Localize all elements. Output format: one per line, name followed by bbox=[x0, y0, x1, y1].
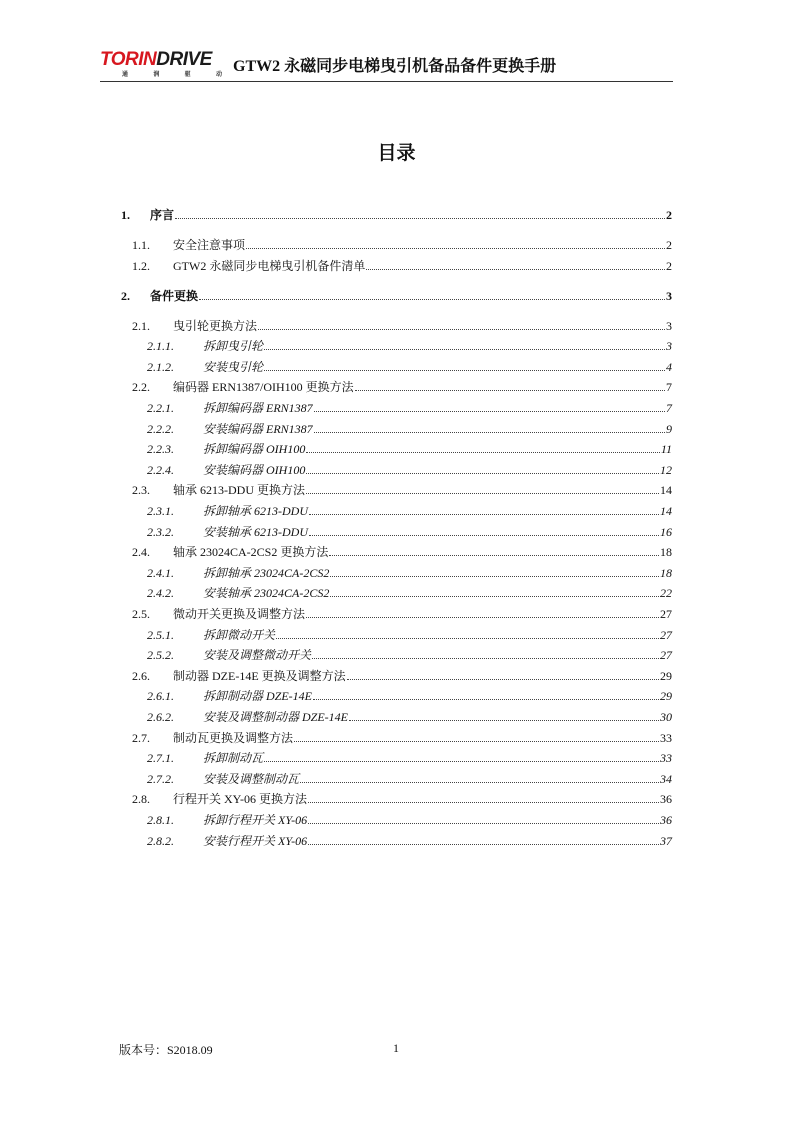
document-title: GTW2 永磁同步电梯曳引机备品备件更换手册 bbox=[233, 58, 557, 75]
toc-entry[interactable] bbox=[119, 627, 672, 643]
toc-entry[interactable] bbox=[119, 359, 672, 375]
toc-entry-number: 2.3. bbox=[132, 483, 150, 498]
logo-wordmark bbox=[100, 50, 212, 70]
toc-entry-label: 序言 bbox=[150, 208, 175, 222]
toc-entry-label: 安全注意事项 bbox=[173, 238, 246, 252]
toc-entry-page: 7 bbox=[666, 380, 672, 395]
toc-leader-dots bbox=[306, 492, 659, 494]
toc-leader-dots bbox=[306, 451, 660, 453]
toc-entry[interactable] bbox=[119, 482, 672, 498]
toc-entry[interactable] bbox=[119, 207, 672, 223]
toc-leader-dots bbox=[300, 781, 659, 783]
toc-entry-page: 33 bbox=[660, 730, 672, 745]
toc-entry-page: 30 bbox=[660, 710, 672, 724]
toc-entry-number: 2.5. bbox=[132, 607, 150, 621]
toc-leader-dots bbox=[309, 534, 659, 536]
header-divider bbox=[100, 81, 673, 82]
toc-entry-number: 1.2. bbox=[132, 258, 150, 273]
toc-entry-page: 18 bbox=[660, 565, 672, 580]
toc-entry-label: 曳引轮更换方法 bbox=[173, 318, 258, 333]
toc-entry-label: 安装轴承 6213-DDU bbox=[203, 524, 308, 539]
toc-leader-dots bbox=[264, 760, 659, 762]
toc-entry-label: 安装编码器 ERN1387 bbox=[203, 421, 313, 436]
toc-entry-label: 安装及调整微动开关 bbox=[203, 648, 312, 663]
toc-entry[interactable] bbox=[119, 647, 672, 663]
toc-entry[interactable] bbox=[119, 338, 672, 354]
toc-leader-dots bbox=[349, 719, 659, 721]
toc-entry-number: 2.6.2. bbox=[147, 710, 174, 724]
toc-leader-dots bbox=[264, 369, 665, 371]
toc-entry-number: 2.7.2. bbox=[147, 771, 174, 786]
toc-entry-page: 2 bbox=[666, 258, 672, 273]
toc-leader-dots bbox=[329, 554, 659, 556]
toc-entry-number: 2.8. bbox=[132, 792, 150, 807]
toc-leader-dots bbox=[294, 740, 659, 742]
toc-entry-number: 2.3.2. bbox=[147, 524, 174, 539]
toc-entry-label: 安装及调整制动瓦 bbox=[203, 771, 300, 786]
toc-leader-dots bbox=[306, 616, 659, 618]
toc-entry-number: 2.1.1. bbox=[147, 339, 174, 354]
page-header bbox=[100, 50, 673, 82]
toc-leader-dots bbox=[330, 595, 659, 597]
toc-entry-label: 安装编码器 OIH100 bbox=[203, 462, 306, 477]
toc-entry-page: 12 bbox=[660, 462, 672, 477]
toc-leader-dots bbox=[308, 822, 659, 824]
toc-entry-label: 制动瓦更换及调整方法 bbox=[173, 730, 294, 745]
toc-entry-number: 2. bbox=[121, 288, 130, 303]
toc-entry-page: 36 bbox=[660, 792, 672, 807]
toc-entry[interactable] bbox=[119, 688, 672, 704]
toc-entry-page: 16 bbox=[660, 524, 672, 539]
toc-leader-dots bbox=[199, 298, 665, 300]
toc-entry-page: 14 bbox=[660, 504, 672, 518]
toc-entry[interactable] bbox=[119, 730, 672, 746]
toc-entry-label: 轴承 23024CA-2CS2 更换方法 bbox=[173, 545, 329, 560]
toc-entry-label: 拆卸轴承 23024CA-2CS2 bbox=[203, 565, 330, 580]
toc-entry-number: 2.4.2. bbox=[147, 586, 174, 601]
toc-entry-page: 14 bbox=[660, 483, 672, 498]
toc-leader-dots bbox=[313, 698, 659, 700]
toc-entry[interactable] bbox=[119, 668, 672, 684]
toc-entry-number: 1.1. bbox=[132, 238, 150, 252]
toc-entry[interactable] bbox=[119, 565, 672, 581]
toc-entry[interactable] bbox=[119, 791, 672, 807]
toc-entry-number: 2.1. bbox=[132, 318, 150, 333]
toc-leader-dots bbox=[330, 575, 659, 577]
logo-sub-char: 驱 bbox=[184, 71, 191, 78]
toc-entry-page: 36 bbox=[660, 813, 672, 827]
logo-sub-char: 通 bbox=[122, 71, 129, 78]
toc-entry-label: 微动开关更换及调整方法 bbox=[173, 607, 306, 621]
logo-subtitle bbox=[122, 69, 222, 78]
toc-entry[interactable] bbox=[119, 750, 672, 766]
toc-entry-label: GTW2 永磁同步电梯曳引机备件清单 bbox=[173, 258, 366, 273]
toc-entry-page: 9 bbox=[666, 421, 672, 436]
toc-entry-page: 34 bbox=[660, 771, 672, 786]
toc-entry-number: 2.8.2. bbox=[147, 833, 174, 848]
toc-entry[interactable] bbox=[119, 318, 672, 334]
toc-entry[interactable] bbox=[119, 379, 672, 395]
toc-entry-label: 拆卸行程开关 XY-06 bbox=[203, 813, 308, 827]
toc-entry[interactable] bbox=[119, 258, 672, 274]
toc-entry-label: 拆卸制动器 DZE-14E bbox=[203, 689, 312, 704]
toc-entry-number: 2.2.3. bbox=[147, 442, 174, 457]
toc-entry-label: 拆卸编码器 ERN1387 bbox=[203, 401, 313, 415]
toc-leader-dots bbox=[314, 431, 665, 433]
toc-leader-dots bbox=[264, 348, 665, 350]
toc-entry[interactable] bbox=[119, 544, 672, 560]
toc-entry[interactable] bbox=[119, 421, 672, 437]
toc-entry[interactable] bbox=[119, 709, 672, 725]
toc-entry-page: 29 bbox=[660, 668, 672, 683]
toc-entry-label: 行程开关 XY-06 更换方法 bbox=[173, 792, 307, 807]
toc-leader-dots bbox=[306, 472, 659, 474]
toc-entry[interactable] bbox=[119, 833, 672, 849]
toc-entry-label: 安装曳引轮 bbox=[203, 359, 264, 374]
toc-entry[interactable] bbox=[119, 606, 672, 622]
toc-entry[interactable] bbox=[119, 812, 672, 828]
toc-entry-page: 27 bbox=[660, 627, 672, 642]
toc-entry-page: 2 bbox=[666, 208, 672, 222]
toc-entry-page: 27 bbox=[660, 648, 672, 663]
toc-entry-page: 11 bbox=[660, 442, 672, 457]
toc-entry-label: 备件更换 bbox=[150, 288, 199, 303]
toc-leader-dots bbox=[309, 513, 659, 515]
toc-entry-number: 1. bbox=[121, 208, 130, 222]
toc-entry-label: 编码器 ERN1387/OIH100 更换方法 bbox=[173, 380, 354, 395]
toc-entry-page: 3 bbox=[666, 318, 672, 333]
toc-entry-number: 2.7. bbox=[132, 730, 150, 745]
toc-entry-page: 22 bbox=[660, 586, 672, 601]
toc-leader-dots bbox=[258, 328, 665, 330]
toc-entry-label: 拆卸微动开关 bbox=[203, 627, 276, 642]
toc-leader-dots bbox=[246, 247, 665, 249]
toc-entry-number: 2.3.1. bbox=[147, 504, 174, 518]
toc-entry-number: 2.2.1. bbox=[147, 401, 174, 415]
toc-entry-page: 3 bbox=[666, 288, 672, 303]
toc-entry-page: 18 bbox=[660, 545, 672, 560]
toc-entry-number: 2.4. bbox=[132, 545, 150, 560]
toc-entry-page: 29 bbox=[660, 689, 672, 704]
toc-entry-label: 安装及调整制动器 DZE-14E bbox=[203, 710, 348, 724]
toc-entry-page: 7 bbox=[666, 401, 672, 415]
toc-entry-number: 2.2.2. bbox=[147, 421, 174, 436]
toc-leader-dots bbox=[366, 268, 665, 270]
footer-page-number: 1 bbox=[393, 1041, 399, 1055]
toc-entry-label: 安装轴承 23024CA-2CS2 bbox=[203, 586, 330, 601]
toc-entry-label: 拆卸曳引轮 bbox=[203, 339, 264, 354]
toc-leader-dots bbox=[276, 637, 659, 639]
toc-entry-number: 2.2.4. bbox=[147, 462, 174, 477]
toc-entry-page: 33 bbox=[660, 751, 672, 766]
toc-leader-dots bbox=[308, 843, 659, 845]
toc-leader-dots bbox=[312, 657, 659, 659]
toc-leader-dots bbox=[355, 389, 665, 391]
toc-entry-page: 37 bbox=[660, 833, 672, 848]
toc-entry[interactable] bbox=[119, 503, 672, 519]
toc-entry-page: 27 bbox=[660, 607, 672, 621]
toc-entry-number: 2.4.1. bbox=[147, 565, 174, 580]
toc-entry[interactable] bbox=[119, 400, 672, 416]
toc-entry-number: 2.5.1. bbox=[147, 627, 174, 642]
toc-entry[interactable] bbox=[119, 462, 672, 478]
torindrive-logo bbox=[100, 50, 226, 80]
toc-entry-number: 2.2. bbox=[132, 380, 150, 395]
toc-entry-page: 3 bbox=[666, 339, 672, 354]
toc-entry-label: 拆卸制动瓦 bbox=[203, 751, 264, 766]
toc-leader-dots bbox=[175, 217, 665, 219]
toc-leader-dots bbox=[314, 410, 665, 412]
toc-leader-dots bbox=[347, 678, 659, 680]
logo-text-red: TORIN bbox=[100, 49, 157, 70]
toc-entry[interactable] bbox=[119, 585, 672, 601]
toc-entry-number: 2.8.1. bbox=[147, 813, 174, 827]
toc-entry-label: 拆卸编码器 OIH100 bbox=[203, 442, 306, 457]
toc-entry[interactable] bbox=[119, 524, 672, 540]
toc-entry-number: 2.5.2. bbox=[147, 648, 174, 663]
toc-entry[interactable] bbox=[119, 288, 672, 304]
toc-entry[interactable] bbox=[119, 771, 672, 787]
toc-entry-label: 拆卸轴承 6213-DDU bbox=[203, 504, 308, 518]
toc-leader-dots bbox=[308, 801, 659, 803]
logo-text-dark: DRIVE bbox=[156, 49, 212, 70]
toc-entry-label: 轴承 6213-DDU 更换方法 bbox=[173, 483, 305, 498]
toc-heading: 目录 bbox=[377, 142, 416, 164]
toc-entry-number: 2.1.2. bbox=[147, 359, 174, 374]
toc-entry-label: 制动器 DZE-14E 更换及调整方法 bbox=[173, 668, 346, 683]
toc-entry-page: 2 bbox=[666, 238, 672, 252]
toc-entry-number: 2.6.1. bbox=[147, 689, 174, 704]
logo-sub-char: 动 bbox=[215, 71, 222, 78]
toc-entry-page: 4 bbox=[666, 359, 672, 374]
toc-entry[interactable] bbox=[119, 441, 672, 457]
toc-entry-label: 安装行程开关 XY-06 bbox=[203, 833, 308, 848]
logo-sub-char: 润 bbox=[153, 71, 160, 78]
toc-entry-number: 2.6. bbox=[132, 668, 150, 683]
toc-entry-number: 2.7.1. bbox=[147, 751, 174, 766]
footer-version: 版本号：S2018.09 bbox=[119, 1043, 213, 1057]
toc-entry[interactable] bbox=[119, 237, 672, 253]
